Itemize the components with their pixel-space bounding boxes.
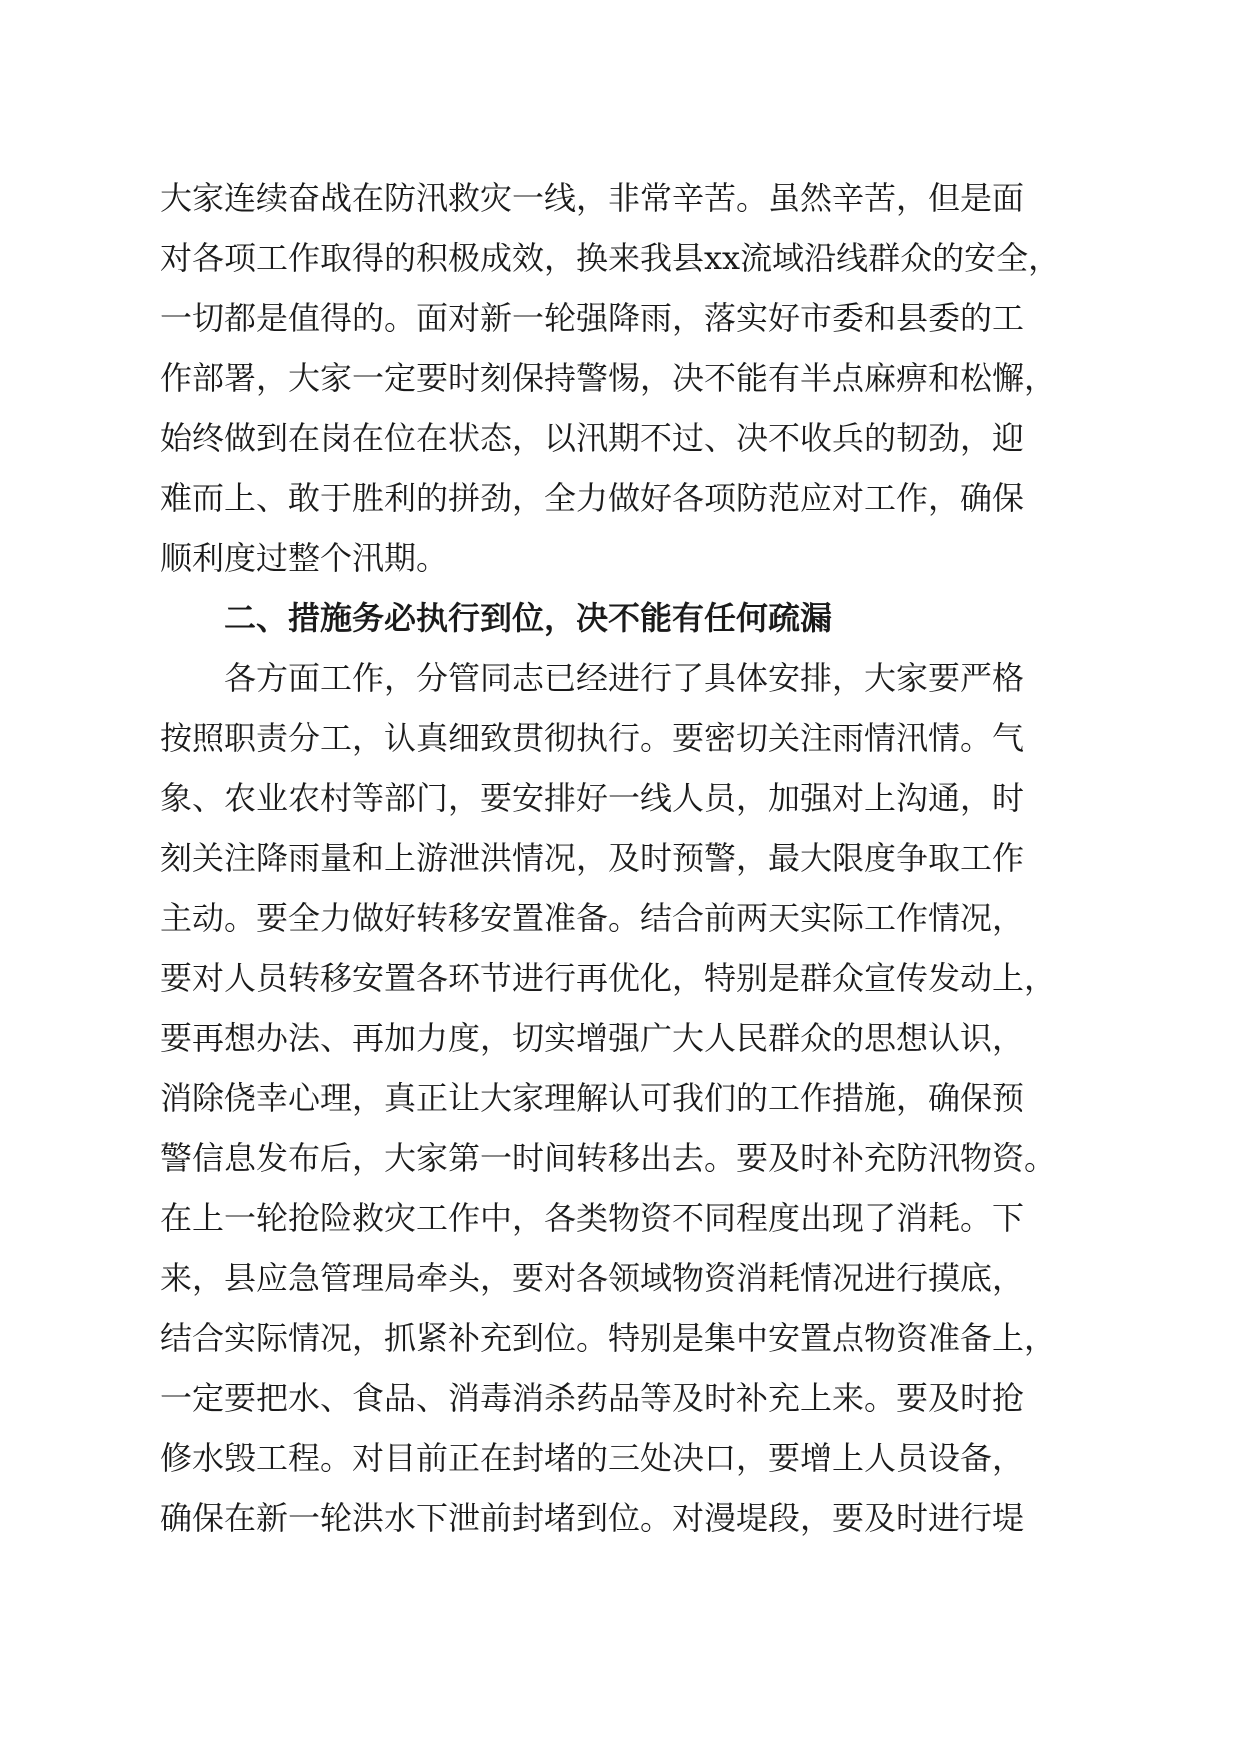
- text-line: 修水毁工程。对目前正在封堵的三处决口，要增上人员设备，: [160, 1439, 1025, 1477]
- text-line: 警信息发布后，大家第一时间转移出去。要及时补充防汛物资。: [160, 1139, 1057, 1177]
- text-line: 确保在新一轮洪水下泄前封堵到位。对漫堤段，要及时进行堤: [160, 1499, 1025, 1537]
- text-line: 刻关注降雨量和上游泄洪情况，及时预警，最大限度争取工作: [160, 839, 1025, 877]
- text-line: 消除侥幸心理，真正让大家理解认可我们的工作措施，确保预: [160, 1079, 1025, 1117]
- text-line: 在上一轮抢险救灾工作中，各类物资不同程度出现了消耗。下: [160, 1199, 1025, 1237]
- text-line: 要再想办法、再加力度，切实增强广大人民群众的思想认识，: [160, 1019, 1025, 1057]
- text-line: 难而上、敢于胜利的拼劲，全力做好各项防范应对工作，确保: [160, 479, 1025, 517]
- document-page: [160, 168, 1090, 1548]
- text-line: 作部署，大家一定要时刻保持警惕，决不能有半点麻痹和松懈，: [160, 359, 1057, 397]
- text-line: 主动。要全力做好转移安置准备。结合前两天实际工作情况，: [160, 899, 1025, 937]
- text-line: 按照职责分工，认真细致贯彻执行。要密切关注雨情汛情。气: [160, 719, 1025, 757]
- text-line: 一切都是值得的。面对新一轮强降雨，落实好市委和县委的工: [160, 299, 1025, 337]
- text-line: 各方面工作，分管同志已经进行了具体安排，大家要严格: [224, 659, 1025, 697]
- section-heading: 二、措施务必执行到位，决不能有任何疏漏: [224, 599, 833, 637]
- text-line: 对各项工作取得的积极成效，换来我县xx流域沿线群众的安全，: [160, 239, 1061, 277]
- text-line: 要对人员转移安置各环节进行再优化，特别是群众宣传发动上，: [160, 959, 1057, 997]
- text-line: 结合实际情况，抓紧补充到位。特别是集中安置点物资准备上，: [160, 1319, 1057, 1357]
- text-line: 始终做到在岗在位在状态，以汛期不过、决不收兵的韧劲，迎: [160, 419, 1025, 457]
- text-line: 来，县应急管理局牵头，要对各领域物资消耗情况进行摸底，: [160, 1259, 1025, 1297]
- text-line: 一定要把水、食品、消毒消杀药品等及时补充上来。要及时抢: [160, 1379, 1025, 1417]
- text-line: 顺利度过整个汛期。: [160, 539, 449, 577]
- text-line: 大家连续奋战在防汛救灾一线，非常辛苦。虽然辛苦，但是面: [160, 179, 1025, 217]
- text-line: 象、农业农村等部门，要安排好一线人员，加强对上沟通，时: [160, 779, 1025, 817]
